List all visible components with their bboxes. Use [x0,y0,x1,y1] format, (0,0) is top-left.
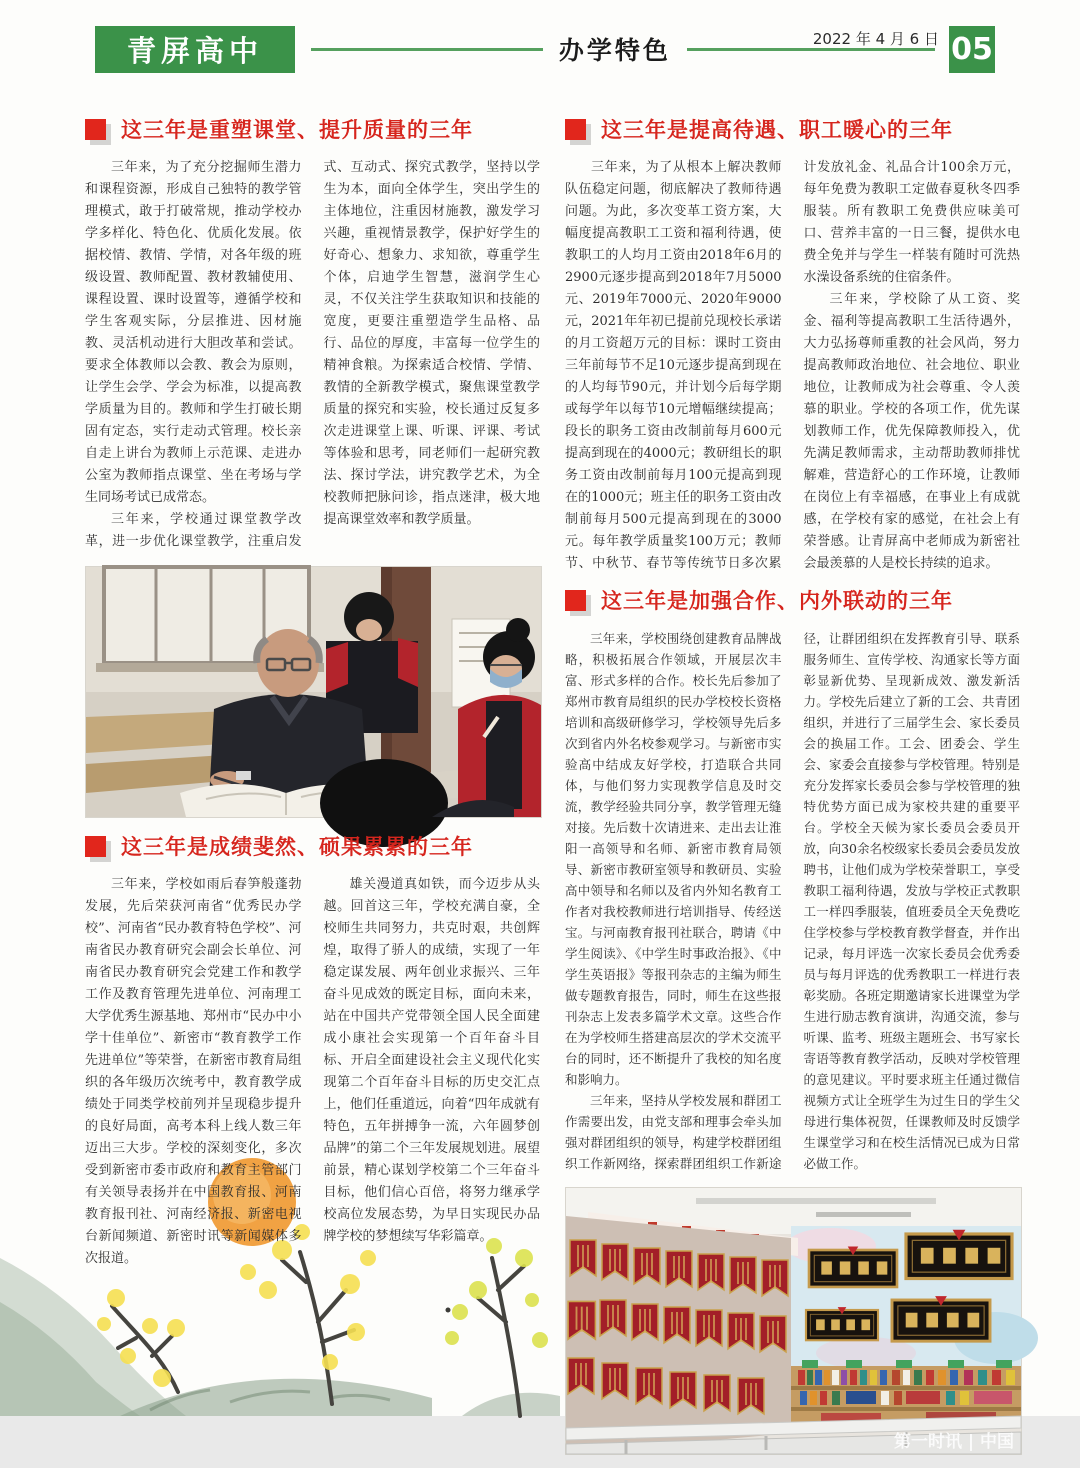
article-title: 这三年是提高待遇、职工暖心的三年 [601,118,953,142]
article-body [565,628,1020,1174]
content-grid [85,106,1020,1468]
article-body [85,157,540,553]
red-square-bullet-icon [85,119,106,140]
red-square-bullet-icon [565,590,586,611]
classroom-photo [85,566,540,818]
article-body [565,157,1020,575]
article-header [565,114,1020,144]
right-half [565,106,1020,1468]
section-title: 办学特色 [558,36,671,65]
paragraph: 雄关漫道真如铁，而今迈步从头越。回首这三年，学校充满自豪，全校师生共同努力，共克时艰，共创辉煌，取得了骄人的成绩，实现了一年稳定谋发展、两年创业求振兴、三年奋斗见成效的既定目标，面向未来，站在中国共产党带领全国人民全面建成小康社会实现第一个百年奋斗目标、开启全面建设社会主义现代化实现第二个百年奋斗目标的历史交汇点上，他们任重道远，向着“四年成就有特色，五年拼搏争一流，六年圆梦创品牌”的第二个三年发展规划进。展望前景，精心谋划学校第二个三年奋斗目标，他们信心百倍，将努力继承学校高位发展态势，为早日实现民办品牌学校的梦想续写华彩篇章。 [323,877,540,1244]
paragraph: 三年来，学校通过课堂教学改革，进一步优化课堂教学，注重启发式、互动式、探究式教学，坚持以学生为本，面向全体学生，突出学生的主体地位，注重因材施教，激发学习兴趣，重视情景教学，保护好学生的好奇心、想象力、求知欲，尊重学生个体，启迪学生智慧，滋润学生心灵，不仅关注学生获取知识和技能的宽度，更要注重塑造学生品格、品行、品位的厚度，丰富每一位学生的精神食粮。为探索适合校情、学情、教情的全新教学模式，聚焦课堂教学质量的探究和实验，校长通过反复多次走进课堂上课、听课、评课、考试等体验和思考，同老师们一起研究教法、探讨学法，讲究教学艺术，为全校教师把脉问诊，指点迷津，极大地提高课堂效率和教学质量。 [85,160,540,549]
page-number-badge: 05 [949,26,995,73]
paragraph: 三年来，学校除了从工资、奖金、福利等提高教职工生活待遇外，大力弘扬尊师重教的社会风尚，努力提高教师政治地位、社会地位、职业地位，让教师成为社会尊重、令人羡慕的职业。学校的各项工作，优先谋划教师工作，优先保障教师投入，优先满足教师需求，主动帮助教师排忧解难，营造舒心的工作环境，让教师在岗位上有幸福感，在事业上有成就感，在学校有家的感觉，在社会上有荣誉感。让青屏高中老师成为新密社会最羡慕的人是校长持续的追求。 [803,292,1020,571]
banner-room-photo [565,1187,1020,1455]
issue-date: 2022 年 4 月 6 日 [812,29,939,48]
paragraph: 三年来，学校围绕创建教育品牌战略，积极拓展合作领域，开展层次丰富、形式多样的合作。校长先后参加了郑州市教育局组织的民办学校校长资格培训和高级研修学习，学校领导先后多次到省内外名校参观学习。与新密市实验高中结成友好学校，打造联合共同体，与他们努力实现教学信息及时交流，教学经验共同分享，教学管理无缝对接。先后数十次请进来、走出去让淮阳一高领导和名师、新密市教育局领导、新密市教研室领导和教研员、实验高中领导和名师以及省内外知名教育工作者对我校教师进行培训指导、传经送宝。与河南教育报刊社联合，聘请《中学生阅读》、《中学生时事政治报》、《中学生英语报》等报刊杂志的主编为师生做专题教育报告，同时，师生在这些报刊杂志上发表多篇学术文章。这些合作在为学校师生搭建高层次的学术交流平台的同时，还不断提升了我校的知名度和影响力。 [565,631,782,1087]
left-half [85,106,540,1468]
red-square-bullet-icon [565,119,586,140]
header-rule-left [311,48,543,51]
photo-watermark: 第一时讯 | 中国 [893,1432,1014,1452]
page-header [95,24,995,74]
paragraph: 三年来，坚持从学校发展和群团工作需要出发，由党支部和理事会牵头加强对群团组织的领导，构建学校群团组织工作新网络，探索群团组织工作新途径，让群团组织在发挥教育引导、联系服务师生、宣传学校、沟通家长等方面彰显新优势、呈现新成效、激发新活力。学校先后建立了新的工会、共青团组织，并进行了三届学生会、家长委员会的换届工作。工会、团委会、学生会、家委会直接参与学校管理。特别是充分发挥家长委员会参与学校管理的独特优势方面已成为家校共建的重要平台。学校全天候为家长委员会委员开放，向30余名校级家长委员会委员发放聘书，让他们成为学校荣誉职工，享受教职工福利待遇，发放与学校正式教职工一样四季服装，值班委员全天免费吃住学校参与学校教育教学督查，并作出记录，每月评选一次家长委员会优秀委员与每月评选的优秀教职工一样进行表彰奖励。各班定期邀请家长进课堂为学生进行励志教育演讲，沟通交流，参与听课、监考、班级主题班会、书写家长寄语等教育教学活动，反映对学校管理的意见建议。平时要求班主任通过微信视频方式让全班学生为过生日的学生父母进行集体祝贺，任课教师及时反馈学生课堂学习和在校生活情况已成为日常必做工作。 [565,631,1020,1171]
red-square-bullet-icon [85,836,106,857]
article-header [85,114,540,144]
article-cooperation [565,585,1020,1174]
article-welfare [565,114,1020,575]
masthead-badge: 青屏高中 [95,26,295,73]
article-achievements [85,831,540,1270]
article-body [85,874,540,1270]
article-title: 这三年是加强合作、内外联动的三年 [601,589,953,613]
article-reshape-classroom [85,114,540,553]
bookshelf [791,1360,1021,1426]
paragraph: 三年来，为了充分挖掘师生潜力和课程资源，形成自己独特的教学管理模式，敢于打破常规，推动学校办学多样化、特色化、优质化发展。依据校情、教情、学情，对各年级的班级设置、教师配置、教材教辅使用、课程设置、课时设置等，遵循学校和学生客观实际，分层推进、因材施教、灵活机动进行大胆改革和尝试。要求全体教师以会教、教会为原则，让学生会学、学会为标准，以提高教学质量为目的。教师和学生打破长期固有定态，实行走动式管理。校长亲自走上讲台为教师上示范课、走进办公室为教师指点课堂、坐在考场与学生同场考试已成常态。 [85,160,302,505]
paragraph: 三年来，为了从根本上解决教师队伍稳定问题，彻底解决了教师待遇问题。为此，多次变革工资方案，大幅度提高教职工工资和福利待遇，使教职工的人均月工资由2018年6月的2900元逐步提高到2018年7月5000元、2019年7000元、2020年9000元，2021年年初已提前兑现校长承诺的月工资超万元的目标：课时工资由三年前每节不足10元逐步提高到现在的人均每节90元，并计划今后每学期或每学年以每节10元增幅继续提高；段长的职务工资由改制前每月600元提高到现在的4000元；教研组长的职务工资由改制前每月100元提高到现在的1000元；班主任的职务工资由改制前每月500元提高到现在的3000元。每年教学质量奖100万元；教师节、中秋节、春节等传统节日多次累计发放礼金、礼品合计100余万元，每年免费为教职工定做春夏秋冬四季服装。所有教职工免费供应味美可口、营养丰富的一日三餐，提供水电费全免并与学生一样装有随时可洗热水澡设备系统的住宿条件。 [565,160,1020,571]
article-header [565,585,1020,615]
article-header [85,831,540,861]
banner-room-photo-illustration [565,1187,1022,1455]
header-rule-right-wrap [671,29,949,51]
article-title: 这三年是成绩斐然、硕果累累的三年 [121,835,473,859]
article-title: 这三年是重塑课堂、提升质量的三年 [121,118,473,142]
paragraph: 三年来，学校如雨后春笋般蓬勃发展，先后荣获河南省“优秀民办学校”、河南省“民办教育特色学校”、河南省民办教育研究会副会长单位、河南省民办教育研究会党建工作和教学工作及教育管理先进单位、河南理工大学优秀生源基地、郑州市“民办中小学十佳单位”、新密市“教育教学工作先进单位”等荣誉，在新密市教育局组织的各年级历次统考中，教育教学成绩处于同类学校前列并呈现稳步提升的良好局面，高考本科上线人数三年迈出三大步。学校的深刻变化，多次受到新密市委市政府和教育主管部门有关领导表扬并在中国教育报、河南教育报刊社、河南经济报、新密电视台新闻频道、新密时讯等新闻媒体多次报道。 [85,877,302,1266]
classroom-photo-illustration [85,566,542,818]
